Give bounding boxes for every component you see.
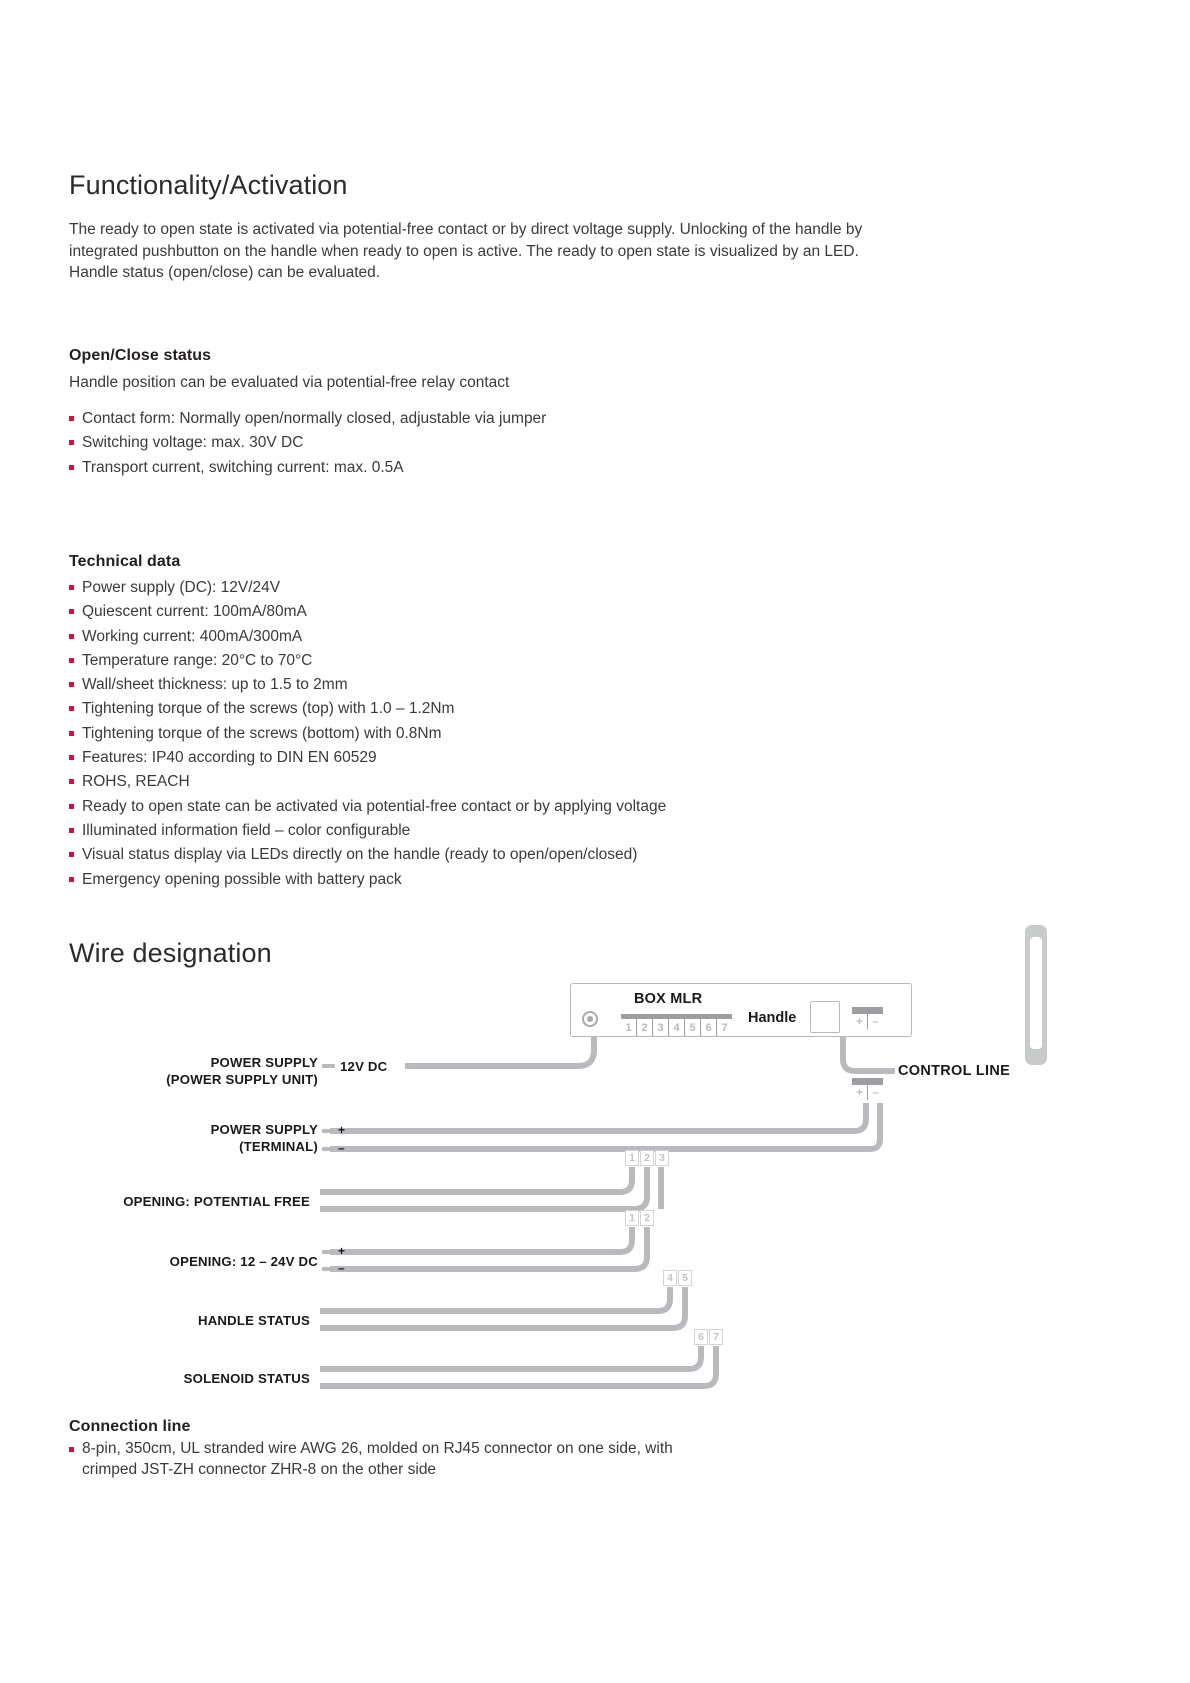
wire-sign-plus: + bbox=[338, 1244, 346, 1258]
wire-stub bbox=[322, 1250, 335, 1254]
wire-stub bbox=[322, 1147, 335, 1151]
pin-marker: 7 bbox=[709, 1329, 723, 1345]
list-item: Visual status display via LEDs directly on the handle (ready to open/open/closed) bbox=[69, 843, 666, 867]
list-item: Illuminated information field – color configurable bbox=[69, 819, 666, 843]
open-close-intro: Handle position can be evaluated via potential-free relay contact bbox=[69, 374, 510, 391]
list-item: Switching voltage: max. 30V DC bbox=[69, 431, 546, 455]
pin-cell: 1 bbox=[621, 1019, 636, 1036]
terminal-plus-cell: + bbox=[852, 1014, 867, 1029]
wire-row-label-opening-potential-free bbox=[0, 1193, 310, 1210]
wire-label-line1: HANDLE STATUS bbox=[197, 1313, 310, 1328]
list-item: Working current: 400mA/300mA bbox=[69, 625, 666, 649]
pin-marker: 3 bbox=[655, 1150, 669, 1166]
list-item: Contact form: Normally open/normally closed, adjustable via jumper bbox=[69, 407, 546, 431]
pin-marker: 1 bbox=[625, 1210, 639, 1226]
wire-row-label-opening-12-24v bbox=[0, 1253, 318, 1270]
pin-cell: 5 bbox=[685, 1019, 700, 1036]
pin-cell: 4 bbox=[669, 1019, 684, 1036]
screw-hole-icon bbox=[582, 1011, 598, 1027]
pin-cell: 3 bbox=[653, 1019, 668, 1036]
handle-port bbox=[810, 1001, 840, 1033]
list-item: Wall/sheet thickness: up to 1.5 to 2mm bbox=[69, 673, 666, 697]
wire-label-line2: (POWER SUPPLY UNIT) bbox=[166, 1072, 318, 1087]
wire-row-label-power-supply-unit bbox=[0, 1054, 318, 1088]
terminal-minus-cell: – bbox=[868, 1085, 883, 1100]
wire-sign-plus: + bbox=[338, 1123, 346, 1137]
connection-line-bullet-list bbox=[69, 1438, 709, 1480]
section-heading-connection-line: Connection line bbox=[69, 1418, 191, 1436]
wire-designation-diagram bbox=[0, 975, 1190, 1405]
wire-label-line1: POWER SUPPLY bbox=[210, 1055, 318, 1070]
wire-row-label-handle-status bbox=[0, 1312, 310, 1329]
list-item: Quiescent current: 100mA/80mA bbox=[69, 600, 666, 624]
paragraph-line: The ready to open state is activated via potential-free contact or by direct voltage supply. Unlocking of the handle by bbox=[69, 221, 863, 238]
wire-sign-minus: – bbox=[338, 1261, 345, 1275]
list-item: ROHS, REACH bbox=[69, 770, 666, 794]
list-item: Transport current, switching current: max. 0.5A bbox=[69, 456, 546, 480]
wire-paths bbox=[0, 975, 1190, 1405]
functionality-paragraph bbox=[69, 219, 1014, 284]
paragraph-line: integrated pushbutton on the handle when ready to open is active. The ready to open state is visualized by an LED. bbox=[69, 242, 859, 260]
section-heading-wire-designation: Wire designation bbox=[69, 938, 272, 969]
wire-label-line1: OPENING: POTENTIAL FREE bbox=[123, 1194, 310, 1209]
section-heading-functionality: Functionality/Activation bbox=[69, 170, 348, 201]
pin-cell: 6 bbox=[701, 1019, 716, 1036]
open-close-bullet-list bbox=[69, 407, 546, 480]
wire-label-line1: POWER SUPPLY bbox=[210, 1122, 318, 1137]
wire-stub bbox=[322, 1129, 335, 1133]
wire-sign-minus: – bbox=[338, 1141, 345, 1155]
box-power-terminal-strip bbox=[852, 1007, 883, 1029]
wire-label-line2: (TERMINAL) bbox=[239, 1139, 318, 1154]
pin-marker: 4 bbox=[663, 1270, 677, 1286]
pin-marker: 6 bbox=[694, 1329, 708, 1345]
terminal-minus-cell: – bbox=[868, 1014, 883, 1029]
list-item: Features: IP40 according to DIN EN 60529 bbox=[69, 746, 666, 770]
section-heading-technical-data: Technical data bbox=[69, 553, 181, 571]
section-heading-open-close-status: Open/Close status bbox=[69, 347, 212, 365]
pin-cell: 7 bbox=[717, 1019, 732, 1036]
wire-inline-value-12v-dc: 12V DC bbox=[340, 1059, 388, 1074]
box-mlr-title: BOX MLR bbox=[634, 991, 703, 1007]
pin-marker: 1 bbox=[625, 1150, 639, 1166]
paragraph-line: Handle status (open/close) can be evaluated. bbox=[69, 264, 381, 281]
pin-cell: 2 bbox=[637, 1019, 652, 1036]
wire-stub bbox=[322, 1267, 335, 1271]
power-supply-terminal-strip bbox=[852, 1078, 883, 1100]
technical-data-bullet-list bbox=[69, 576, 666, 892]
wire-row-label-power-supply-terminal bbox=[0, 1121, 318, 1155]
list-item: Power supply (DC): 12V/24V bbox=[69, 576, 666, 600]
terminal-plus-cell: + bbox=[852, 1085, 867, 1100]
wire-row-label-solenoid-status bbox=[0, 1370, 310, 1387]
handle-port-label: Handle bbox=[748, 1010, 797, 1026]
pin-marker: 2 bbox=[640, 1210, 654, 1226]
pin-marker: 2 bbox=[640, 1150, 654, 1166]
list-item: Temperature range: 20°C to 70°C bbox=[69, 649, 666, 673]
wire-stub bbox=[322, 1064, 335, 1068]
box-mlr-pin-strip bbox=[621, 1014, 732, 1036]
wire-label-line1: SOLENOID STATUS bbox=[183, 1371, 310, 1386]
list-item: Tightening torque of the screws (bottom) with 0.8Nm bbox=[69, 722, 666, 746]
control-line-label: CONTROL LINE bbox=[898, 1063, 1011, 1079]
handle-graphic-inner bbox=[1030, 937, 1042, 1049]
list-item: Tightening torque of the screws (top) with 1.0 – 1.2Nm bbox=[69, 697, 666, 721]
list-item: 8-pin, 350cm, UL stranded wire AWG 26, molded on RJ45 connector on one side, with crimped JST-ZH connector ZHR-8 on the other side bbox=[69, 1438, 709, 1480]
list-item: Emergency opening possible with battery pack bbox=[69, 868, 666, 892]
list-item: Ready to open state can be activated via potential-free contact or by applying voltage bbox=[69, 795, 666, 819]
wire-label-line1: OPENING: 12 – 24V DC bbox=[169, 1254, 318, 1269]
pin-marker: 5 bbox=[678, 1270, 692, 1286]
